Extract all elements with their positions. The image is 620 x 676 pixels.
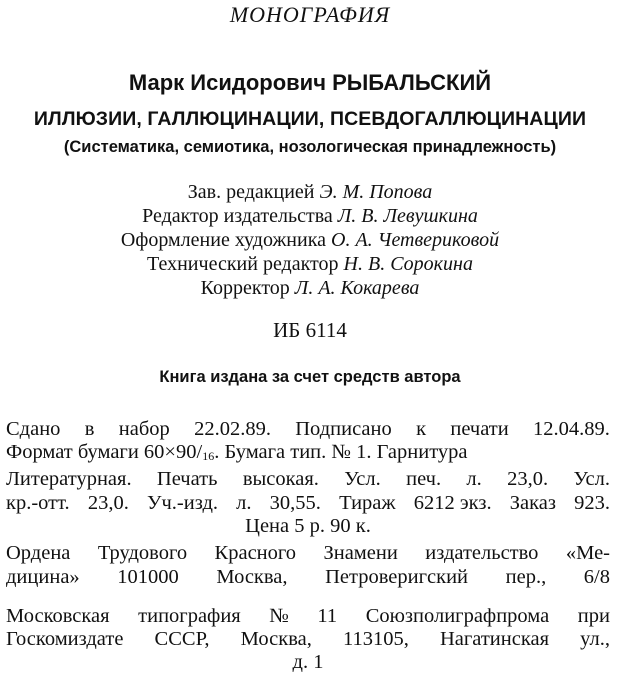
printer-address-tail: д. 1 [292,651,324,673]
credit-row [0,180,620,204]
specs-word: набор [118,418,170,440]
specs-word: Уч.-изд. [146,491,218,514]
printer-line-1 [6,605,610,628]
specs-line-1 [6,418,610,441]
book-title: ИЛЛЮЗИИ, ГАЛЛЮЦИНАЦИИ, ПСЕВДОГАЛЛЮЦИНАЦИИ [33,108,587,130]
specs-line-4 [6,492,610,515]
specs-line-5 [6,515,610,538]
credit-role: Корректор [200,277,290,299]
credit-name: Л. А. Кокарева [294,277,420,299]
credit-row [0,276,620,300]
specs-word: 23,0. [507,468,549,491]
author-name: Марк Исидорович РЫБАЛЬСКИЙ [128,70,492,95]
specs-line-2 [6,441,610,468]
printer-line-2 [6,628,610,651]
printer-word: Московская [6,605,110,627]
credit-role: Зав. редакцией [187,181,315,203]
printer-word: 113105, [342,628,409,650]
specs-word: 23,0. [87,491,129,514]
price-text: Цена 5 р. 90 к. [245,514,371,537]
publisher-word: Знамени [323,542,398,564]
specs-word: 6212 экз. [413,491,492,514]
publisher-word: дицина» [6,566,80,588]
credit-name: Э. М. Попова [319,181,433,203]
printer-word: Москва, [240,628,312,650]
specs-word: л. [236,491,252,514]
publisher-line-1 [6,541,610,565]
publisher-word: Трудового [97,542,188,564]
credit-name: О. А. Четвериковой [331,229,500,251]
print-specs [6,418,610,538]
printer-word: Госкомиздате [6,628,124,650]
genre-label: МОНОГРАФИЯ [229,2,391,27]
specs-word: в [84,418,95,440]
specs-word: к [416,418,427,440]
publisher-block [6,541,610,589]
specs-word: Заказ [509,491,556,514]
specs-word: 923. [574,491,610,514]
specs-word: Литературная. [6,468,132,491]
printer-word: ул., [580,628,610,650]
specs-paper-text: . Бумага тип. № 1. Гарнитура [214,441,468,464]
publisher-word: 101000 [117,566,179,588]
book-subtitle: (Систематика, семиотика, нозологическая принадлежность) [63,138,557,156]
credit-row [0,204,620,228]
specs-format-denominator: 16 [202,449,215,464]
printer-word: Союзполиграфпрома [365,605,550,627]
specs-word: Тираж [339,491,396,514]
specs-word: л. [466,468,482,491]
printer-line-3 [6,651,610,674]
printer-word: № [269,605,289,627]
publisher-word: пер., [505,566,547,588]
credit-name: Л. В. Левушкина [337,205,478,227]
publisher-word: «Ме- [565,542,610,564]
specs-word: Сдано [6,418,61,440]
specs-word: Печать [156,468,218,491]
credit-name: Н. В. Сорокина [343,253,473,275]
publisher-word: Красного [214,542,297,564]
specs-format-text: Формат бумаги 60×90/ [6,441,203,464]
specs-word: печати [450,418,509,440]
credits-block [0,180,620,300]
publisher-line-2 [6,565,610,589]
publisher-word: Москва, [216,566,288,588]
specs-word: Усл. [344,468,381,491]
publisher-word: Ордена [6,542,71,564]
ib-number: ИБ 6114 [273,318,347,342]
publisher-word: 6/8 [583,566,610,588]
printer-block [6,605,610,674]
publisher-word: издательство [425,542,539,564]
specs-line-3 [6,468,610,491]
credit-row [0,252,620,276]
credit-role: Редактор издательства [142,205,333,227]
printer-word: Нагатинская [439,628,550,650]
printer-word: типография [138,605,241,627]
specs-word: Подписано [295,418,392,440]
specs-word: печ. [406,468,442,491]
specs-word: 22.02.89. [194,418,271,440]
funding-note: Книга издана за счет средств автора [159,368,461,386]
credit-role: Технический редактор [147,253,339,275]
credit-role: Оформление художника [120,229,326,251]
printer-word: СССР, [154,628,210,650]
publisher-word: Петроверигский [325,566,469,588]
specs-format [6,441,468,468]
specs-word: Усл. [573,468,610,491]
printer-word: при [577,605,610,627]
specs-word: кр.-отт. [6,491,70,514]
specs-word: 30,55. [269,491,321,514]
printer-word: 11 [317,605,338,627]
specs-word: высокая. [242,468,319,491]
credit-row [0,228,620,252]
specs-word: 12.04.89. [533,418,610,440]
